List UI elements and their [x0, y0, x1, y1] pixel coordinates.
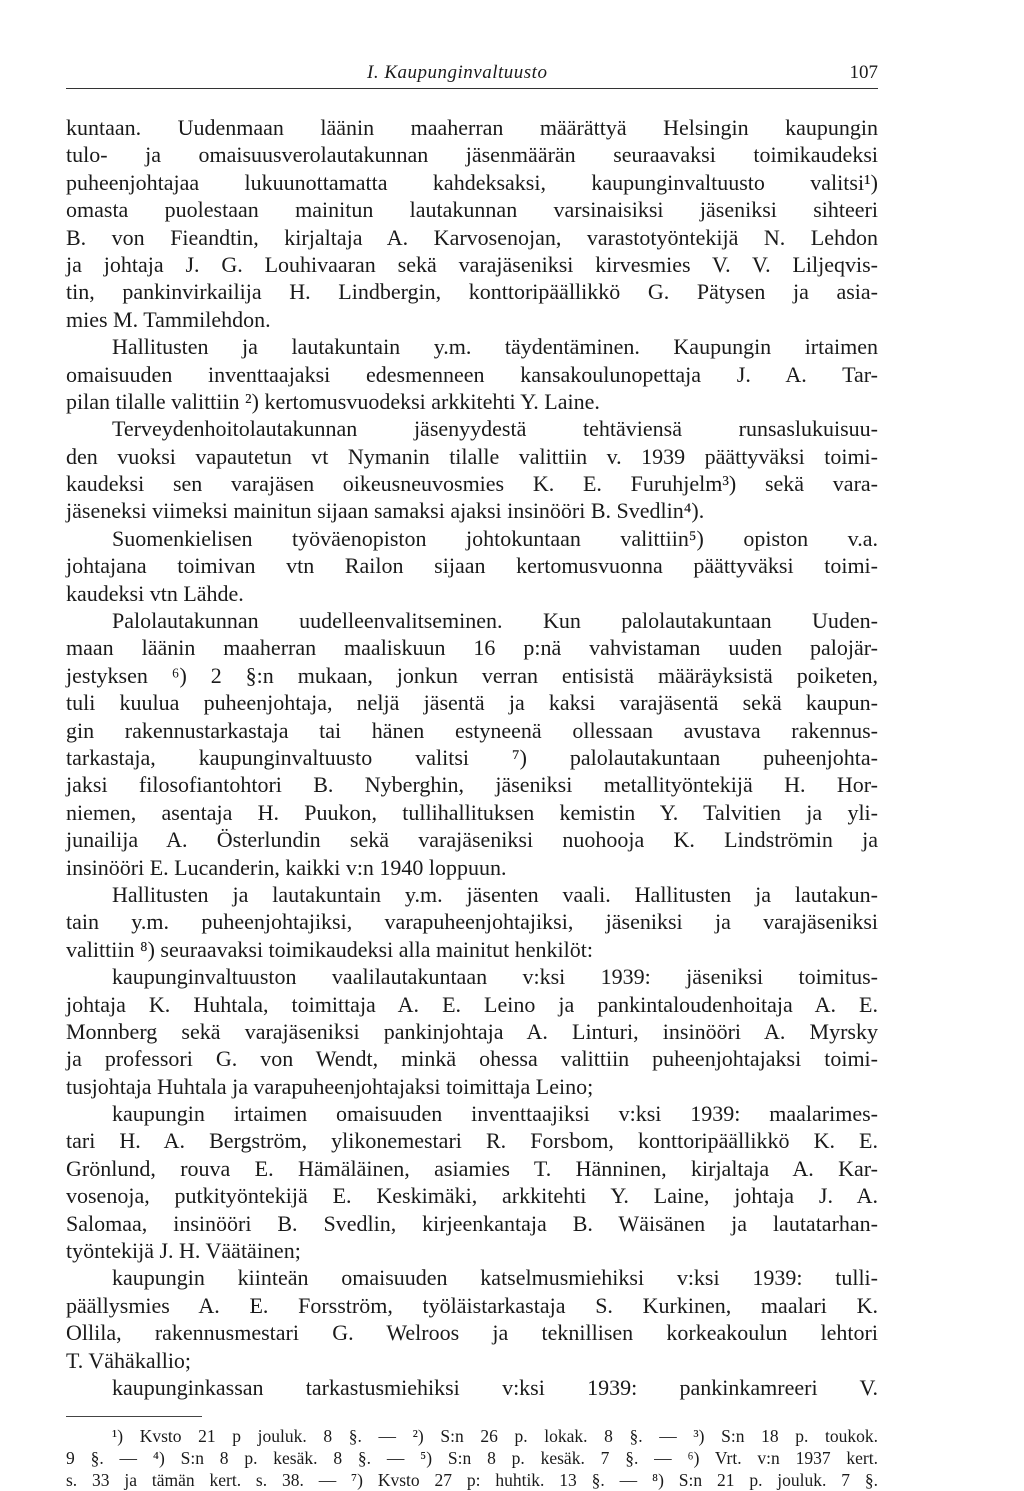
- text-line: tain y.m. puheenjohtajiksi, varapuheenjohtajiksi, jäseniksi ja varajäseniksi: [66, 909, 878, 935]
- text-line: kaupungin irtaimen omaisuuden inventtaajiksi v:ksi 1939: maalarimes-: [112, 1101, 878, 1127]
- text-line: kaudeksi sen varajäsen oikeusneuvosmies K. E. Furuhjelm³) sekä vara-: [66, 471, 878, 497]
- text-line: ja professori G. von Wendt, minkä ohessa valittiin puheenjohtajaksi toimi-: [66, 1046, 878, 1072]
- text-line: jaksi filosofiantohtori B. Nyberghin, jäseniksi metallityöntekijä H. Hor-: [66, 772, 878, 798]
- text-line: Ollila, rakennusmestari G. Welroos ja teknillisen korkeakoulun lehtori: [66, 1320, 878, 1346]
- text-line: työntekijä J. H. Väätäinen;: [66, 1238, 301, 1264]
- text-line: tusjohtaja Huhtala ja varapuheenjohtajaksi toimittaja Leino;: [66, 1073, 594, 1099]
- text-line: jäseneksi viimeksi mainitun sijaan samaksi ajaksi insinööri B. Svedlin⁴).: [66, 498, 705, 524]
- text-line: kaupunginvaltuuston vaalilautakuntaan v:ksi 1939: jäseniksi toimitus-: [112, 964, 878, 990]
- text-line: kaudeksi vtn Lähde.: [66, 580, 244, 606]
- text-line: ja johtaja J. G. Louhivaaran sekä varajäseniksi kirvesmies V. V. Liljeqvis-: [66, 251, 878, 277]
- footnote-rule: [66, 1416, 202, 1417]
- text-line: B. von Fieandtin, kirjaltaja A. Karvosenojan, varastotyöntekijä N. Lehdon: [66, 224, 878, 250]
- text-line: pilan tilalle valittiin ²) kertomusvuodeksi arkkitehti Y. Laine.: [66, 388, 600, 414]
- text-line: tuli kuulua puheenjohtaja, neljä jäsentä ja kaksi varajäsentä sekä kaupun-: [66, 690, 878, 716]
- body-text: [66, 114, 878, 1401]
- text-line: kaupungin kiinteän omaisuuden katselmusmiehiksi v:ksi 1939: tulli-: [112, 1265, 878, 1291]
- footnote-line: ¹) Kvsto 21 p jouluk. 8 §. — ²) S:n 26 p. lokak. 8 §. — ³) S:n 18 p. toukok.: [112, 1426, 878, 1446]
- text-line: Monnberg sekä varajäseniksi pankinjohtaja A. Linturi, insinööri A. Myrsky: [66, 1018, 878, 1044]
- text-line: kuntaan. Uudenmaan läänin maaherran määrättyä Helsingin kaupungin: [66, 115, 878, 140]
- text-line: insinööri E. Lucanderin, kaikki v:n 1940 loppuun.: [66, 854, 507, 880]
- text-line: gin rakennustarkastaja tai hänen estyneenä ollessaan avustava rakennus-: [66, 717, 878, 743]
- text-line: den vuoksi vapautetun vt Nymanin tilalle valittiin v. 1939 päättyväksi toimi-: [66, 443, 878, 469]
- text-line: johtajana toimivan vtn Railon sijaan kertomusvuonna päättyväksi toimi-: [66, 553, 878, 579]
- text-line: junailija A. Österlundin sekä varajäseniksi nuohooja K. Lindströmin ja: [66, 827, 878, 853]
- text-line: Hallitusten ja lautakuntain y.m. täydentäminen. Kaupungin irtaimen: [112, 334, 878, 360]
- text-line: Salomaa, insinööri B. Svedlin, kirjeenkantaja B. Wäisänen ja lautatarhan-: [66, 1210, 878, 1236]
- text-line: valittiin ⁸) seuraavaksi toimikaudeksi alla mainitut henkilöt:: [66, 936, 594, 962]
- footnote-line: s. 33 ja tämän kert. s. 38. — ⁷) Kvsto 27 p: huhtik. 13 §. — ⁸) S:n 21 p. jouluk. 7 §.: [66, 1470, 878, 1490]
- text-line: päällysmies A. E. Forsström, työläistarkastaja S. Kurkinen, maalari K.: [66, 1292, 878, 1318]
- chapter-title: I. Kaupunginvaltuusto: [367, 62, 548, 83]
- text-line: jestyksen ⁶) 2 §:n mukaan, jonkun verran entisistä määräyksistä poiketen,: [66, 662, 878, 688]
- text-line: johtaja K. Huhtala, toimittaja A. E. Leino ja pankintaloudenhoitaja A. E.: [66, 991, 878, 1017]
- text-line: tin, pankinvirkailija H. Lindbergin, konttoripäällikkö G. Pätysen ja asia-: [66, 279, 878, 305]
- text-line: Grönlund, rouva E. Hämäläinen, asiamies T. Hänninen, kirjaltaja A. Kar-: [66, 1155, 878, 1181]
- text-line: Palolautakunnan uudelleenvalitseminen. Kun palolautakuntaan Uuden-: [112, 608, 878, 634]
- footnotes: [66, 1425, 878, 1491]
- text-line: Suomenkielisen työväenopiston johtokuntaan valittiin⁵) opiston v.a.: [112, 525, 878, 551]
- running-header: [66, 62, 878, 89]
- page-number: 107: [849, 62, 878, 83]
- text-line: tulo- ja omaisuusverolautakunnan jäsenmäärän seuraavaksi toimikaudeksi: [66, 142, 878, 168]
- text-line: tarkastaja, kaupunginvaltuusto valitsi ⁷) palolautakuntaan puheenjohta-: [66, 744, 878, 770]
- text-line: puheenjohtajaa lukuunottamatta kahdeksaksi, kaupunginvaltuusto valitsi¹): [66, 169, 878, 195]
- text-line: Terveydenhoitolautakunnan jäsenyydestä tehtäviensä runsaslukuisuu-: [112, 416, 878, 442]
- footnote-line: 9 §. — ⁴) S:n 8 p. kesäk. 8 §. — ⁵) S:n 8 p. kesäk. 7 §. — ⁶) Vrt. v:n 1937 kert.: [66, 1448, 878, 1468]
- text-line: niemen, asentaja H. Puukon, tullihallituksen kemistin Y. Talvitien ja yli-: [66, 799, 878, 825]
- text-line: Hallitusten ja lautakuntain y.m. jäsenten vaali. Hallitusten ja lautakun-: [112, 881, 878, 907]
- text-line: omaisuuden inventtaajaksi edesmenneen kansakoulunopettaja J. A. Tar-: [66, 361, 878, 387]
- text-line: T. Vähäkallio;: [66, 1347, 192, 1373]
- text-line: tari H. A. Bergström, ylikonemestari R. Forsbom, konttoripäällikkö K. E.: [66, 1128, 878, 1154]
- text-line: mies M. Tammilehdon.: [66, 306, 271, 332]
- text-line: omasta puolestaan mainitun lautakunnan varsinaisiksi jäseniksi sihteeri: [66, 197, 878, 223]
- text-line: vosenoja, putkityöntekijä E. Keskimäki, arkkitehti Y. Laine, johtaja J. A.: [66, 1183, 878, 1209]
- document-page: [66, 0, 878, 1490]
- text-line: kaupunginkassan tarkastusmiehiksi v:ksi 1939: pankinkamreeri V.: [112, 1374, 878, 1400]
- text-line: maan läänin maaherran maaliskuun 16 p:nä vahvistaman uuden palojär-: [66, 635, 878, 661]
